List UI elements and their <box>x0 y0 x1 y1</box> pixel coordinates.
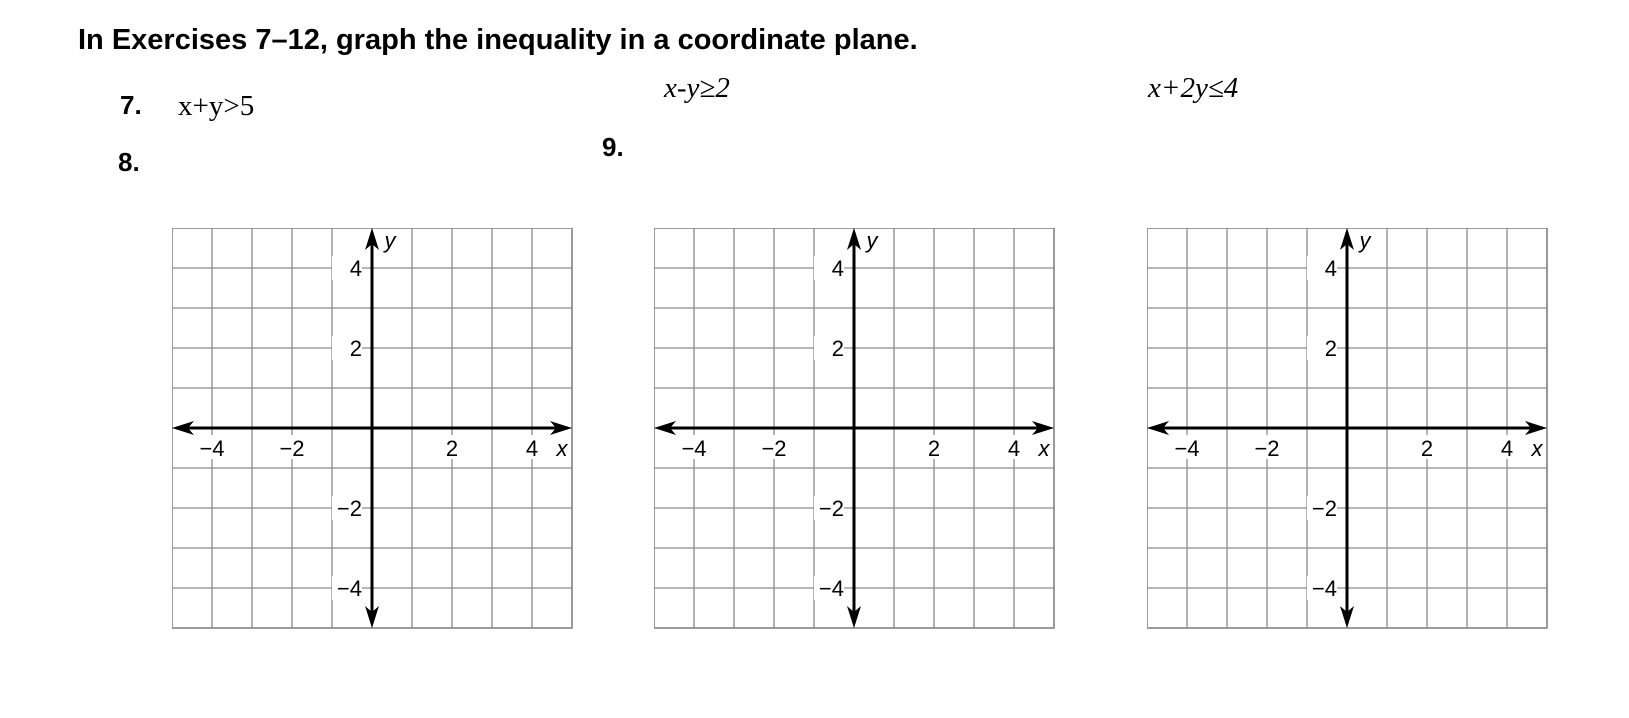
x-axis-label: x <box>1531 436 1543 461</box>
x-tick-label: −4 <box>681 436 707 461</box>
coordinate-plane-7[interactable] <box>172 228 588 638</box>
exercise-8-inequality: x-y≥2 <box>664 72 730 104</box>
y-tick-label: −2 <box>1311 496 1337 521</box>
instructions-heading: In Exercises 7–12, graph the inequality in a coordinate plane. <box>78 24 918 56</box>
y-tick-label: 4 <box>349 256 362 281</box>
y-tick-label: 2 <box>1324 336 1337 361</box>
exercise-8-number: 8. <box>118 147 140 177</box>
exercise-9-inequality: x+2y≤4 <box>1148 72 1239 104</box>
x-tick-label: 2 <box>445 436 459 461</box>
y-tick-label: 4 <box>1324 256 1337 281</box>
y-axis-label: y <box>1359 228 1371 253</box>
y-tick-label: −2 <box>818 496 844 521</box>
exercise-7-inequality: x+y>5 <box>178 90 255 122</box>
y-tick-label: 2 <box>831 336 844 361</box>
x-tick-label: 2 <box>927 436 941 461</box>
y-axis-label: y <box>384 228 396 253</box>
y-tick-label: 4 <box>831 256 844 281</box>
x-tick-label: −2 <box>761 436 787 461</box>
y-tick-label: 2 <box>349 336 362 361</box>
x-tick-label: 4 <box>1007 436 1021 461</box>
x-tick-label: −4 <box>199 436 225 461</box>
x-tick-label: 4 <box>1500 436 1514 461</box>
y-tick-label: −4 <box>1311 576 1337 601</box>
coordinate-plane-9[interactable] <box>1147 228 1563 638</box>
y-axis-label: y <box>866 228 878 253</box>
x-tick-label: −2 <box>1254 436 1280 461</box>
x-axis-label: x <box>556 436 568 461</box>
y-tick-label: −2 <box>336 496 362 521</box>
x-tick-label: 4 <box>525 436 539 461</box>
x-tick-label: 2 <box>1420 436 1434 461</box>
coordinate-plane-8[interactable] <box>654 228 1070 638</box>
x-tick-label: −4 <box>1174 436 1200 461</box>
x-axis-label: x <box>1038 436 1050 461</box>
y-tick-label: −4 <box>818 576 844 601</box>
exercise-9-number: 9. <box>602 132 624 162</box>
x-tick-label: −2 <box>279 436 305 461</box>
exercise-7-number: 7. <box>120 90 142 120</box>
y-tick-label: −4 <box>336 576 362 601</box>
